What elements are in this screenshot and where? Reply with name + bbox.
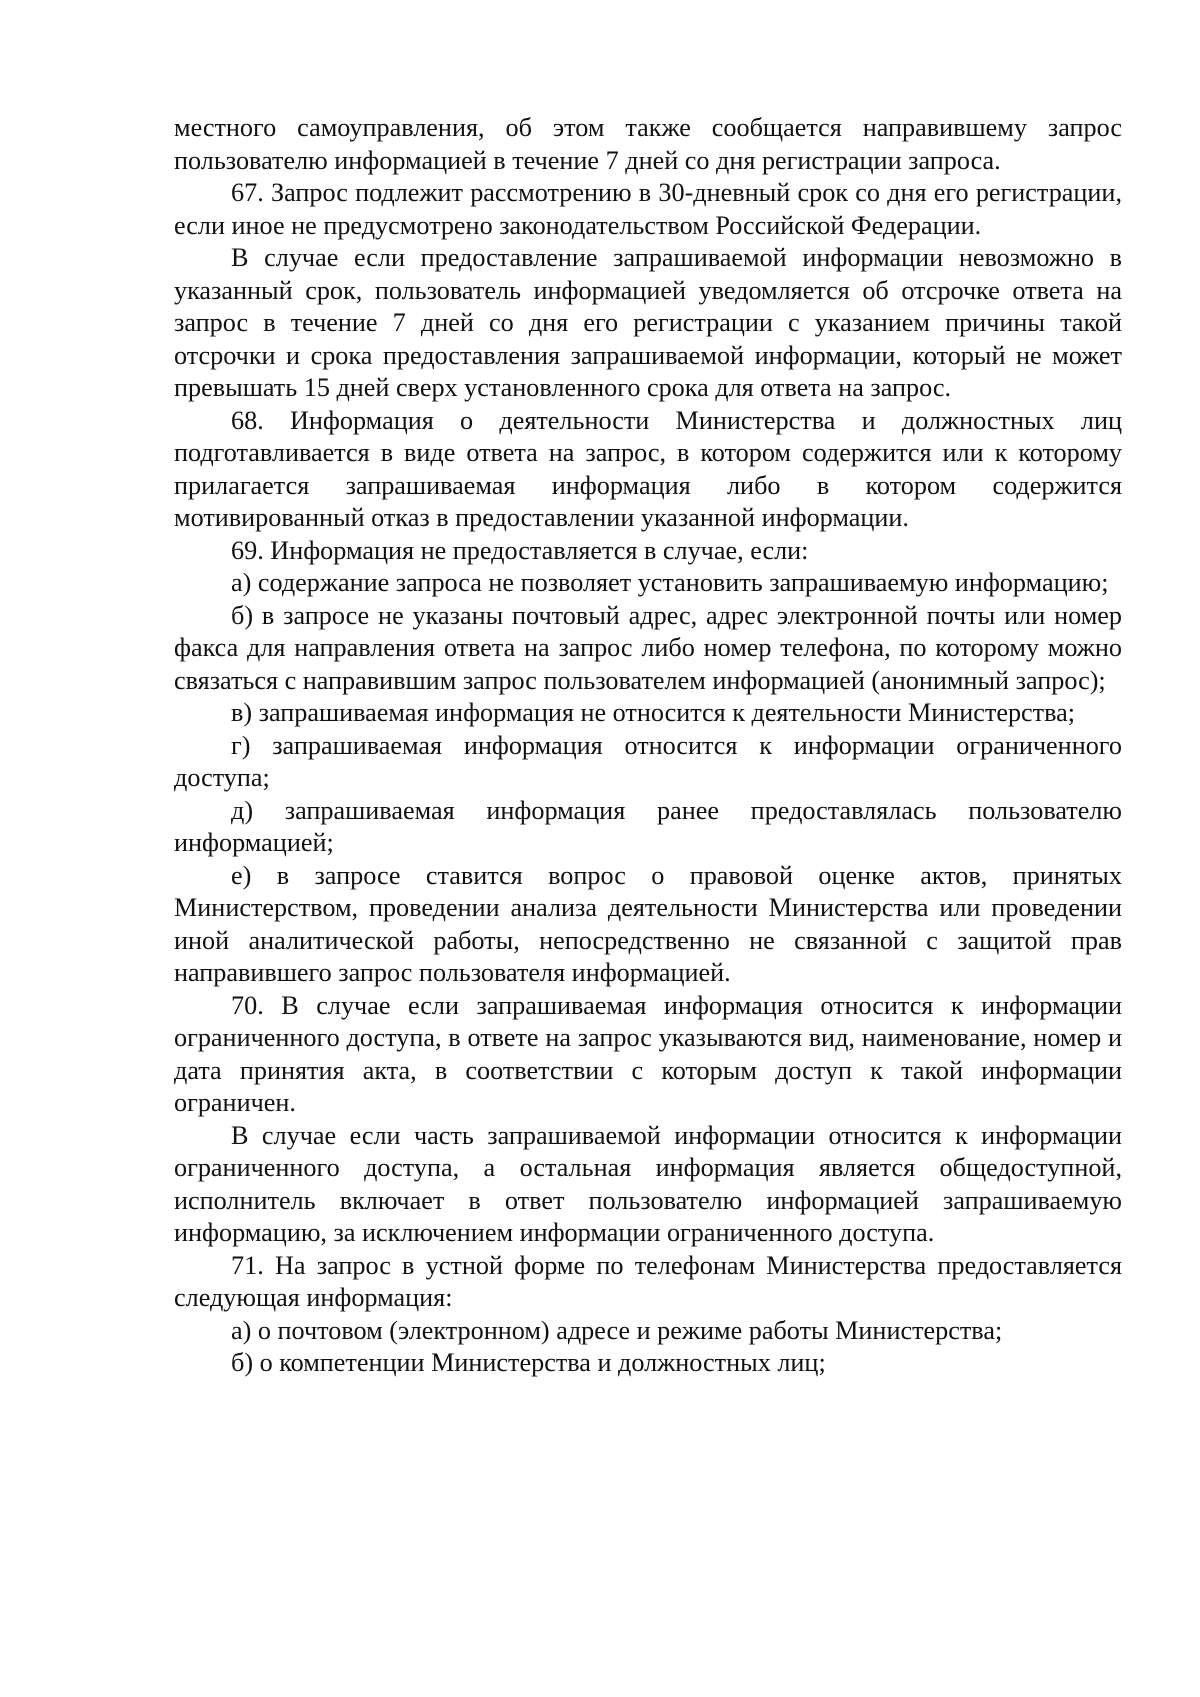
paragraph-69: 69. Информация не предоставляется в случае, если: <box>231 535 809 565</box>
paragraph-70-partial: В случае если часть запрашиваемой информации относится к информации ограниченного доступа, а остальная информация является общедоступной, исполнитель включает в ответ пользователю информацией запрашиваемую информацию, за исключением информации ограниченного доступа. <box>174 1120 1122 1247</box>
document-page <box>174 112 1122 1380</box>
list-item-69-v: в) запрашиваемая информация не относится к деятельности Министерства; <box>231 698 1076 727</box>
paragraph-67: 67. Запрос подлежит рассмотрению в 30-дневный срок со дня его регистрации, если иное не предусмотрено законодательством Российской Федерации. <box>174 178 1122 240</box>
list-item-69-a: а) содержание запроса не позволяет установить запрашиваемую информацию; <box>231 568 1109 597</box>
list-item-69-d: д) запрашиваемая информация ранее предоставлялась пользователю информацией; <box>174 795 1122 857</box>
paragraph-71: 71. На запрос в устной форме по телефонам Министерства предоставляется следующая информация: <box>174 1250 1122 1312</box>
list-item-69-e: е) в запросе ставится вопрос о правовой оценке актов, принятых Министерством, проведении анализа деятельности Министерства или проведении иной аналитической работы, непосредственно не связанной с защитой прав направившего запрос пользователя информацией. <box>174 860 1122 987</box>
list-item-71-a: а) о почтовом (электронном) адресе и режиме работы Министерства; <box>231 1315 1003 1345</box>
list-item-69-b: б) в запросе не указаны почтовый адрес, адрес электронной почты или номер факса для направления ответа на запрос либо номер телефона, по которому можно связаться с направившим запрос пользователем информацией (анонимный запрос); <box>174 600 1122 695</box>
paragraph-70: 70. В случае если запрашиваемая информация относится к информации ограниченного доступа, в ответе на запрос указываются вид, наименование, номер и дата принятия акта, в соответствии с которым доступ к такой информации ограничен. <box>174 990 1122 1117</box>
list-item-71-b: б) о компетенции Министерства и должностных лиц; <box>231 1348 826 1377</box>
paragraph-68: 68. Информация о деятельности Министерства и должностных лиц подготавливается в виде ответа на запрос, в котором содержится или к которому прилагается запрашиваемая информация либо в котором содержится мотивированный отказ в предоставлении указанной информации. <box>174 405 1122 532</box>
paragraph-67-deferral: В случае если предоставление запрашиваемой информации невозможно в указанный срок, пользователь информацией уведомляется об отсрочке ответа на запрос в течение 7 дней со дня его регистрации с указанием причины такой отсрочки и срока предоставления запрашиваемой информации, который не может превышать 15 дней сверх установленного срока для ответа на запрос. <box>174 243 1122 402</box>
list-item-69-g: г) запрашиваемая информация относится к информации ограниченного доступа; <box>174 730 1122 792</box>
paragraph-continuation: местного самоуправления, об этом также сообщается направившему запрос пользователю информацией в течение 7 дней со дня регистрации запроса. <box>174 113 1122 175</box>
